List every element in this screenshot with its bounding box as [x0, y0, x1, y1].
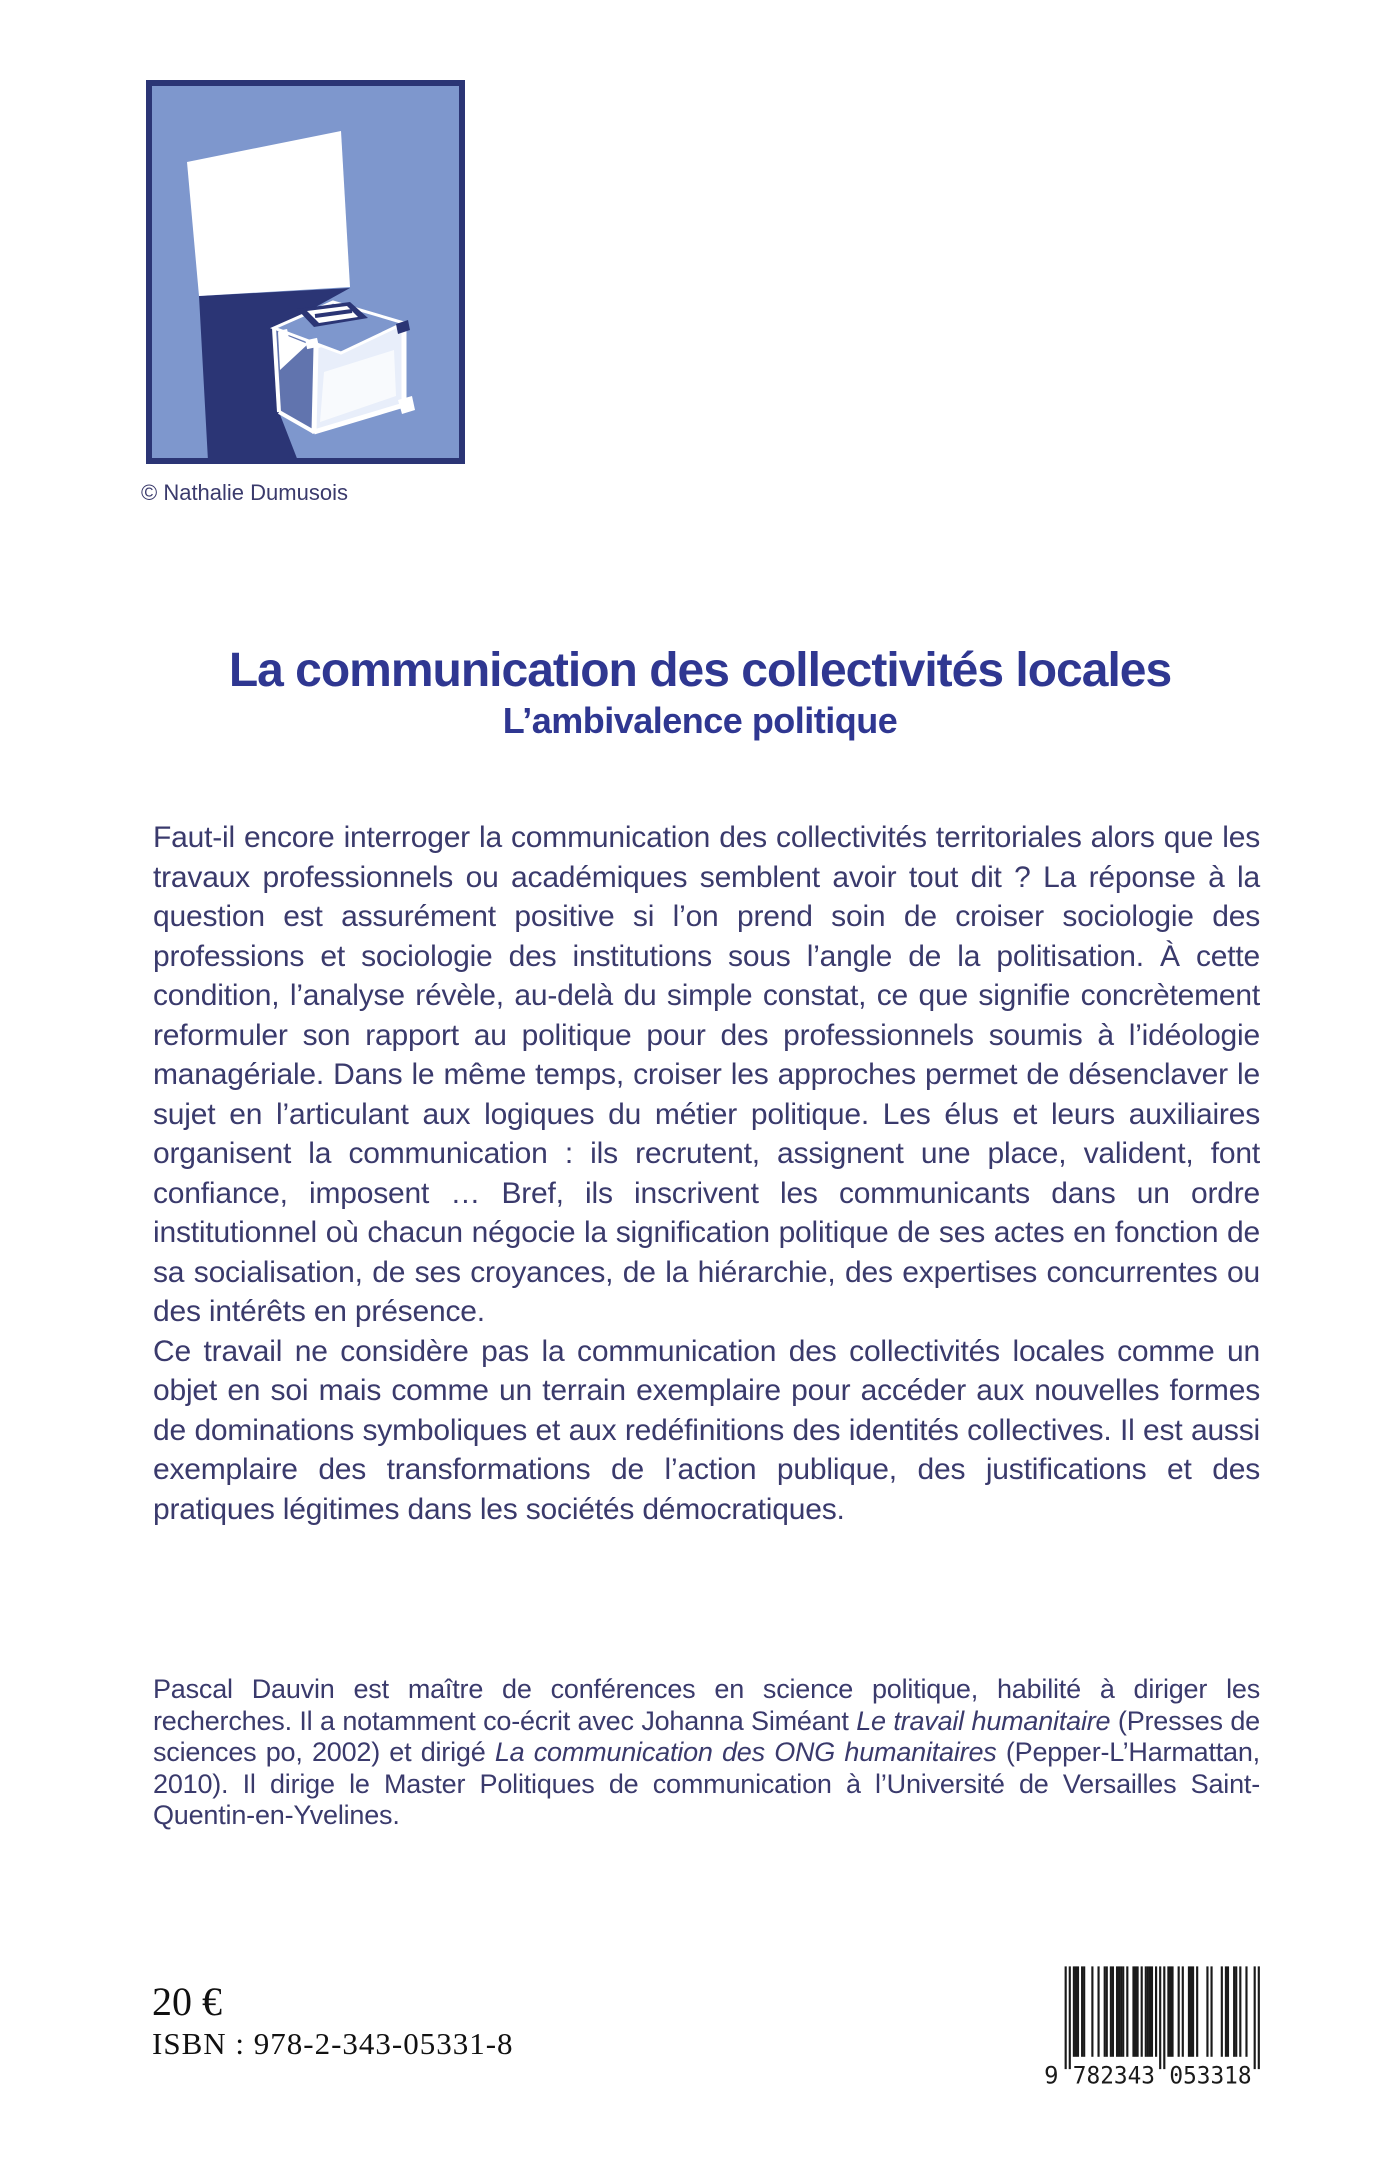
isbn: ISBN : 978-2-343-05331-8 — [152, 2026, 514, 2061]
bio-text: Pascal Dauvin est maître de conférences en science politique, habilité à diriger les recherches. Il a notamment co-écrit avec Johanna Siméant — [153, 1674, 1260, 1736]
svg-text:9: 9 — [1044, 2061, 1059, 2088]
bio-book-title: La communication des ONG humanitaires — [494, 1737, 997, 1767]
bio-text: (Presses de sciences po, 2002) et dirigé — [153, 1705, 1260, 1767]
svg-text:782343: 782343 — [1072, 2061, 1155, 2088]
barcode-bars — [1042, 1966, 1268, 2088]
book-subtitle: L’ambivalence politique — [502, 700, 898, 741]
author-bio — [153, 1674, 1260, 1832]
blurb-paragraph-1: Faut-il encore interroger la communication des collectivités territoriales alors que les travaux professionnels ou académiques semblent avoir tout dit ? La réponse à la question est assurément positive si l’on prend soin de croiser sociologie des professions et sociologie des institutions sous l’angle de la politisation. À cette condition, l’analyse révèle, au-delà du simple constat, ce que signifie concrètement reformuler son rapport au politique pour des professionnels soumis à l’idéologie managériale. Dans le même temps, croiser les approches permet de désenclaver le sujet en l’articulant aux logiques du métier politique. Les élus et leurs auxiliaires organisent la communication : ils recrutent, assignent une place, valident, font confiance, imposent … Bref, ils inscrivent les communicants dans un ordre institutionnel où chacun négocie la signification politique de ses actes en fonction de sa socialisation, de ses croyances, de la hiérarchie, des expertises concurrentes ou des intérêts en présence. — [153, 821, 1260, 1328]
book-title: La communication des collectivités locales — [228, 644, 1172, 697]
bio-text: (Pepper-L’Harmattan, 2010). Il dirige le Master Politiques de communication à l’Université de Versailles Saint-Quentin-en-Yvelines. — [153, 1737, 1260, 1830]
price: 20 € — [152, 1979, 222, 2024]
svg-text:053318: 053318 — [1169, 2061, 1252, 2088]
ballot-box-illustration — [146, 80, 465, 464]
blurb-paragraph-2: Ce travail ne considère pas la communication des collectivités locales comme un objet en soi mais comme un terrain exemplaire pour accéder aux nouvelles formes de dominations symboliques et aux redéfinitions des identités collectives. Il est aussi exemplaire des transformations de l’action publique, des justifications et des pratiques légitimes dans les sociétés démocratiques. — [153, 1334, 1260, 1526]
blurb — [153, 818, 1260, 1529]
bio-book-title: Le travail humanitaire — [856, 1705, 1111, 1736]
illustration-credit: © Nathalie Dumusois — [141, 480, 348, 505]
ballot-box-art — [146, 80, 465, 464]
ean13-barcode — [1042, 1966, 1268, 2088]
